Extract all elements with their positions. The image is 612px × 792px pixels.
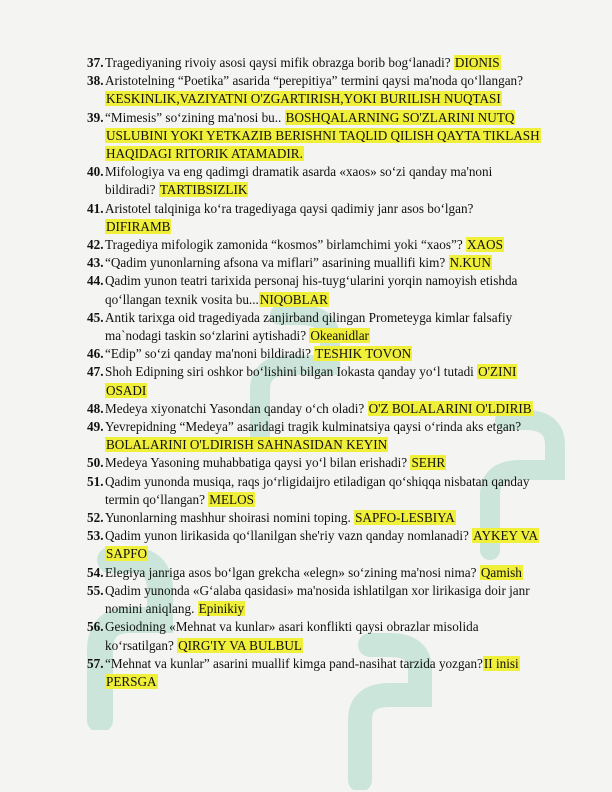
question-text: nomini aniqlang. [105, 601, 198, 617]
question-line [105, 272, 577, 290]
question-item [87, 418, 577, 454]
question-item [87, 72, 577, 108]
question-text: “Mimesis” so‘zining ma'nosi bu.. [105, 109, 285, 125]
question-text: Tragediyaning rivoiy asosi qaysi mifik obrazga borib bog‘lanadi? [105, 55, 454, 70]
question-line [105, 400, 577, 418]
question-item [87, 527, 577, 563]
question-line [105, 473, 577, 491]
question-line [105, 436, 577, 454]
question-item [87, 309, 577, 345]
question-number: 57. [87, 655, 104, 671]
question-line [105, 345, 577, 363]
highlighted-answer: OSADI [106, 382, 147, 398]
question-number: 43. [87, 255, 104, 271]
question-item [87, 454, 577, 472]
highlighted-answer: Okeanidlar [310, 328, 369, 344]
question-number: 39. [87, 109, 104, 125]
question-number: 54. [87, 564, 104, 580]
highlighted-answer: USLUBINI YOKI YETKAZIB BERISHNI TAQLID QILISH QAYTA TIKLASH [106, 127, 540, 143]
question-text: bildiradi? [105, 182, 159, 198]
highlighted-answer: O'Z BOLALARINI O'LDIRIB [368, 400, 532, 416]
question-text: Qadim yunonda «G‘alaba qasidasi» ma'nosida ishlatilgan xor lirikasiga doir janr [105, 582, 530, 598]
question-text: Shoh Edipning siri oshkor bo‘lishini bilgan Iokasta qanday yo‘l tutadi [105, 364, 478, 380]
question-item [87, 163, 577, 199]
question-text: Tragediya mifologik zamonida “kosmos” birlamchimi yoki “xaos”? [105, 237, 466, 253]
question-number: 40. [87, 164, 104, 180]
question-number: 51. [87, 473, 104, 489]
question-text: ko‘rsatilgan? [105, 637, 178, 653]
question-line [105, 54, 577, 72]
question-text: Yunonlarning mashhur shoirasi nomini toping. [105, 510, 355, 526]
highlighted-answer: HAQIDAGI RITORIK ATAMADIR. [106, 146, 303, 162]
highlighted-answer: BOSHQALARNING SO'ZLARINI NUTQ [285, 109, 515, 125]
highlighted-answer: SEHR [411, 455, 446, 471]
highlighted-answer: TESHIK TOVON [315, 346, 412, 362]
question-line [105, 545, 577, 563]
highlighted-answer: PERSGA [106, 673, 157, 689]
question-item [87, 54, 577, 72]
question-number: 44. [87, 273, 104, 289]
question-line [105, 382, 577, 400]
question-item [87, 618, 577, 654]
question-line [105, 564, 577, 582]
question-number: 50. [87, 455, 104, 471]
question-item [87, 564, 577, 582]
question-item [87, 272, 577, 308]
question-number: 47. [87, 364, 104, 380]
highlighted-answer: QIRG'IY VA BULBUL [178, 637, 302, 653]
question-number: 52. [87, 510, 104, 526]
highlighted-answer: Epinikiy [198, 601, 245, 617]
question-text: “Qadim yunonlarning afsona va miflari” asarining muallifi kim? [105, 255, 449, 271]
highlighted-answer: Qamish [480, 564, 522, 580]
question-line [105, 309, 577, 327]
question-text: Medeya Yasoning muhabbatiga qaysi yo‘l bilan erishadi? [105, 455, 411, 471]
question-number: 49. [87, 419, 104, 435]
question-line [105, 509, 577, 527]
question-line [105, 655, 577, 673]
question-text: Gesiodning «Mehnat va kunlar» asari konflikti qaysi obrazlar misolida [105, 619, 479, 635]
question-text: Aristotelning “Poetika” asarida “perepitiya” termini qaysi ma'noda qo‘llangan? [105, 73, 524, 89]
question-item [87, 109, 577, 164]
question-line [105, 618, 577, 636]
highlighted-answer: MELOS [209, 491, 254, 507]
question-line [105, 72, 577, 90]
question-item [87, 254, 577, 272]
question-line [105, 673, 577, 691]
question-text: Antik tarixga oid tragediyada zanjirband qilingan Prometeyga kimlar falsafiy [105, 309, 513, 325]
question-number: 41. [87, 200, 104, 216]
question-item [87, 582, 577, 618]
question-text: Yevrepidning “Medeya” asaridagi tragik kulminatsiya qaysi o‘rinda aks etgan? [105, 419, 522, 435]
question-item [87, 363, 577, 399]
question-text: “Mehnat va kunlar” asarini muallif kimga pand-nasihat tarzida yozgan? [105, 655, 483, 671]
question-line [105, 527, 577, 545]
highlighted-answer: O'ZINI [478, 364, 517, 380]
question-text: Mifologiya va eng qadimgi dramatik asarda «xaos» so‘zi qanday ma'noni [105, 164, 493, 180]
question-number: 37. [87, 55, 104, 70]
question-text: Medeya xiyonatchi Yasondan qanday o‘ch oladi? [105, 400, 368, 416]
highlighted-answer: TARTIBSIZLIK [159, 182, 248, 198]
question-line [105, 327, 577, 345]
question-text: ma`nodagi taskin so‘zlarini aytishadi? [105, 328, 310, 344]
question-line [105, 236, 577, 254]
question-number: 55. [87, 582, 104, 598]
question-item [87, 345, 577, 363]
question-line [105, 254, 577, 272]
question-number: 38. [87, 73, 104, 89]
question-line [105, 600, 577, 618]
highlighted-answer: NIQOBLAR [259, 291, 328, 307]
highlighted-answer: KESKINLIK,VAZIYATNI O'ZGARTIRISH,YOKI BURILISH NUQTASI [106, 91, 501, 107]
question-number: 42. [87, 237, 104, 253]
question-item [87, 400, 577, 418]
question-line [105, 637, 577, 655]
question-item [87, 473, 577, 509]
question-text: Qadim yunon teatri tarixida personaj his-tuyg‘ularini yorqin namoyish etishda [105, 273, 518, 289]
question-number: 53. [87, 528, 104, 544]
highlighted-answer: SAPFO [106, 546, 148, 562]
question-text: “Edip” so‘zi qanday ma'noni bildiradi? [105, 346, 315, 362]
question-text: termin qo‘llangan? [105, 491, 209, 507]
highlighted-answer: AYKEY VA [473, 528, 538, 544]
question-item [87, 655, 577, 691]
question-line [105, 218, 577, 236]
highlighted-answer: N.KUN [449, 255, 491, 271]
question-number: 56. [87, 619, 104, 635]
question-line [105, 200, 577, 218]
question-list [87, 54, 577, 691]
highlighted-answer: II inisi [483, 655, 519, 671]
question-line [105, 291, 577, 309]
question-line [105, 90, 577, 108]
highlighted-answer: DIONIS [454, 55, 500, 70]
question-line [105, 363, 577, 381]
highlighted-answer: DIFIRAMB [106, 218, 171, 234]
question-line [105, 418, 577, 436]
question-line [105, 127, 577, 145]
highlighted-answer: BOLALARINI O'LDIRISH SAHNASIDAN KEYIN [106, 437, 388, 453]
question-item [87, 200, 577, 236]
question-number: 45. [87, 309, 104, 325]
question-line [105, 163, 577, 181]
question-text: Qadim yunon lirikasida qo‘llanilgan she'riy vazn qanday nomlanadi? [105, 528, 473, 544]
question-line [105, 109, 577, 127]
highlighted-answer: SAPFO-LESBIYA [355, 510, 455, 526]
question-line [105, 582, 577, 600]
question-text: Aristotel talqiniga ko‘ra tragediyaga qaysi qadimiy janr asos bo‘lgan? [105, 200, 474, 216]
question-line [105, 454, 577, 472]
question-line [105, 491, 577, 509]
question-text: Elegiya janriga asos bo‘lgan grekcha «elegn» so‘zining ma'nosi nima? [105, 564, 480, 580]
question-item [87, 236, 577, 254]
highlighted-answer: XAOS [467, 237, 503, 253]
question-number: 46. [87, 346, 104, 362]
question-line [105, 145, 577, 163]
question-text: Qadim yunonda musiqa, raqs jo‘rligidaijro etiladigan qo‘shiqqa nisbatan qanday [105, 473, 530, 489]
question-item [87, 509, 577, 527]
question-line [105, 181, 577, 199]
question-number: 48. [87, 400, 104, 416]
question-text: qo‘llangan texnik vosita bu... [105, 291, 259, 307]
